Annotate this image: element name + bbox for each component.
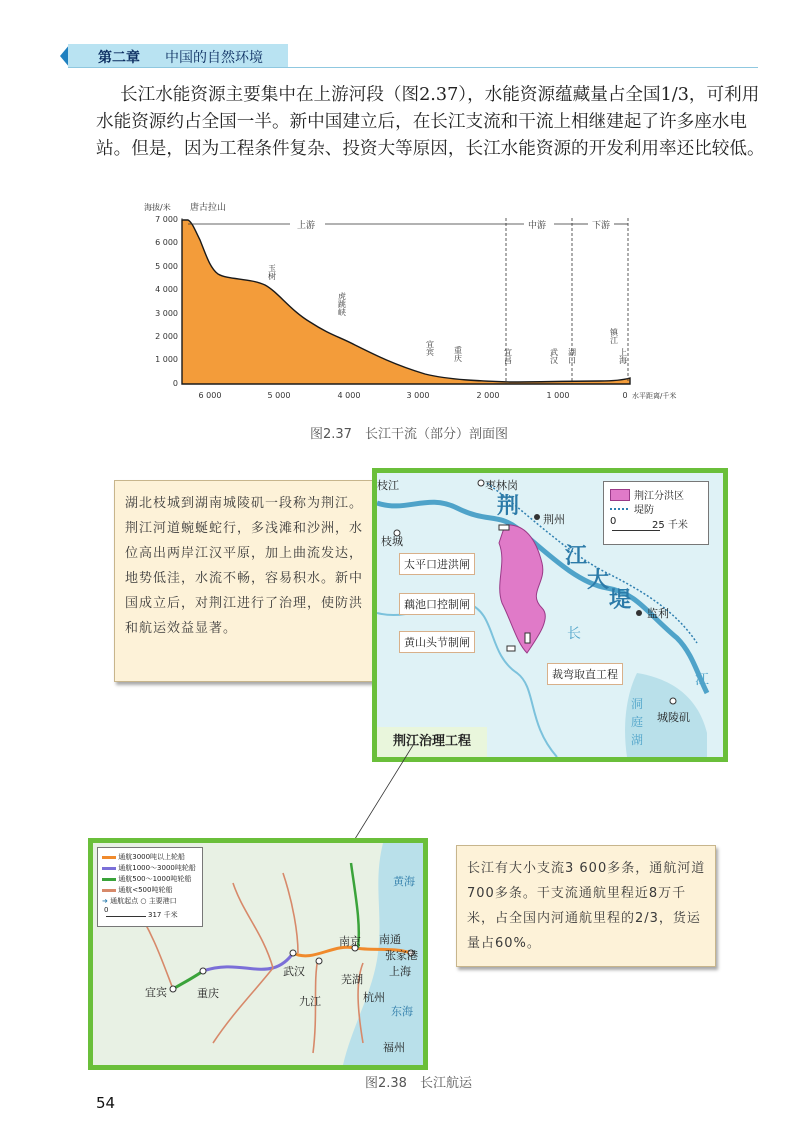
river-char-di: 堤 bbox=[609, 587, 632, 613]
ytick: 5 000 bbox=[155, 262, 178, 271]
taipingkou-gate bbox=[499, 525, 509, 530]
legend-flood-swatch bbox=[610, 489, 630, 501]
start-point-icon: ➜ bbox=[102, 897, 108, 905]
xtick: 2 000 bbox=[476, 391, 500, 400]
legend-label: 通航3000吨以上轮船 bbox=[118, 853, 186, 861]
nav-place-hangzhou: 杭州 bbox=[363, 991, 385, 1004]
legend-scale-bar bbox=[106, 916, 146, 917]
port-jiujiang bbox=[316, 958, 322, 964]
jingjiang-map bbox=[372, 468, 728, 762]
page-number: 54 bbox=[96, 1094, 116, 1112]
legend-port-label: 主要港口 bbox=[148, 897, 177, 905]
tributary bbox=[233, 883, 273, 968]
profile-place-yushu: 玉树 bbox=[267, 264, 277, 280]
nav-place-zhangjiagang: 张家港 bbox=[385, 949, 418, 962]
profile-xlabel: 水平距离/千米 bbox=[632, 392, 677, 400]
section-middle: 中游 bbox=[528, 221, 547, 231]
profile-ylabel: 海拔/米 bbox=[144, 203, 171, 212]
profile-place-hutiao: 虎跳峡 bbox=[337, 292, 347, 316]
section-lower: 下游 bbox=[592, 221, 611, 231]
jingjiang-note-text: 湖北枝城到湖南城陵矶一段称为荆江。荆江河道蜿蜒蛇行，多浅滩和沙洲，水位高出两岸江汉平原，加上曲流发达，地势低洼，水流不畅，容易积水。新中国成立后，对荆江进行了治理，使防洪和航运效益显著。 bbox=[125, 496, 364, 636]
ytick: 6 000 bbox=[155, 238, 178, 247]
nav-place-chongqing: 重庆 bbox=[197, 987, 219, 1000]
side-char: 湖 bbox=[631, 733, 644, 747]
jingjiang-map-title: 荆江治理工程 bbox=[377, 727, 487, 757]
profile-place-yibin: 宜宾 bbox=[425, 340, 435, 356]
xtick: 0 bbox=[622, 391, 628, 400]
ytick: 7 000 bbox=[155, 215, 178, 224]
profile-place-hukou: 湖口 bbox=[567, 348, 577, 364]
figure-2-37-caption: 图2.37 长江干流（部分）剖面图 bbox=[310, 427, 508, 442]
nav-place-nanjing: 南京 bbox=[339, 935, 361, 948]
place-zhicheng: 枝城 bbox=[381, 535, 403, 548]
profile-place-shanghai: 上海 bbox=[618, 348, 628, 364]
jingjiang-legend bbox=[603, 481, 709, 545]
nav-place-yibin: 宜宾 bbox=[145, 986, 167, 999]
profile-place-wuhan: 武汉 bbox=[549, 348, 559, 364]
profile-place-chongqing: 重庆 bbox=[453, 346, 463, 362]
ytick: 0 bbox=[172, 379, 178, 388]
nav-place-wuhu: 芜湖 bbox=[341, 973, 363, 986]
ytick: 4 000 bbox=[155, 285, 178, 294]
legend-row bbox=[102, 863, 196, 873]
profile-place-yichang: 宜昌 bbox=[503, 348, 513, 364]
navigation-note-text: 长江有大小支流3 600多条，通航河道700多条。干支流通航里程近8万千米，占全国内河通航里程的2/3，货运量占60%。 bbox=[467, 861, 706, 951]
legend-row bbox=[102, 885, 172, 895]
side-char: 长 bbox=[567, 626, 581, 642]
zaolinggang-dot bbox=[478, 480, 484, 486]
callout-caiwan: 裁弯取直工程 bbox=[547, 663, 623, 685]
legend-dike-label: 堤防 bbox=[634, 505, 654, 516]
legend-label: 通航1000～3000吨轮船 bbox=[118, 864, 196, 872]
legend-label: 通航500～1000吨轮船 bbox=[118, 875, 192, 883]
nav-place-wuhan: 武汉 bbox=[283, 965, 305, 978]
nav-place-huanghai: 黄海 bbox=[393, 875, 415, 888]
xtick: 6 000 bbox=[198, 391, 222, 400]
legend-row bbox=[102, 896, 177, 906]
jianli-dot bbox=[636, 610, 642, 616]
port-wuhan bbox=[290, 950, 296, 956]
chenglingji-dot bbox=[670, 698, 676, 704]
jingjiang-note-box bbox=[114, 480, 378, 682]
place-chenglingji: 城陵矶 bbox=[657, 711, 690, 724]
navigation-map bbox=[88, 838, 428, 1070]
place-zhijiang: 枝江 bbox=[377, 479, 399, 492]
legend-label: 通航<500吨轮船 bbox=[118, 886, 173, 894]
river-char-jiang: 江 bbox=[565, 543, 588, 569]
legend-scale-zero: 0 bbox=[610, 516, 617, 527]
paragraph-text: 长江水能资源主要集中在上游河段（图2.37），水能资源蕴藏量占全国1/3，可利用水能资源约占全国一半。新中国建立后，在长江支流和干流上相继建起了许多座水电站。但是，因为工程条件复杂、投资大等原因，长江水能资源的开发利用率还比较低。 bbox=[96, 85, 765, 159]
nav-place-jiujiang: 九江 bbox=[299, 995, 321, 1008]
side-char: 洞 bbox=[631, 697, 644, 711]
ytick: 3 000 bbox=[155, 309, 178, 318]
header-divider bbox=[68, 67, 758, 68]
tributary bbox=[283, 873, 298, 953]
legend-start-label: 通航起点 bbox=[110, 897, 139, 905]
main-river-middle bbox=[203, 953, 293, 971]
nav-place-fuzhou: 福州 bbox=[383, 1041, 405, 1054]
legend-row bbox=[102, 874, 191, 884]
ytick: 2 000 bbox=[155, 332, 178, 341]
xtick: 1 000 bbox=[546, 391, 570, 400]
legend-flood-label: 荆江分洪区 bbox=[634, 491, 684, 502]
nav-place-donghai: 东海 bbox=[391, 1005, 413, 1018]
legend-scale-zero: 0 bbox=[104, 906, 109, 914]
callout-ouchikou: 藕池口控制闸 bbox=[399, 593, 475, 615]
huangshantou-gate bbox=[507, 646, 515, 651]
port-yibin bbox=[170, 986, 176, 992]
tributary bbox=[213, 968, 273, 1043]
profile-place-zhenjiang: 镇江 bbox=[609, 328, 619, 344]
profile-area bbox=[182, 220, 630, 384]
xtick: 3 000 bbox=[406, 391, 430, 400]
ytick: 1 000 bbox=[155, 355, 178, 364]
nav-place-shanghai: 上海 bbox=[389, 965, 411, 978]
chapter-title: 中国的自然环境 bbox=[165, 50, 263, 66]
profile-place-tanggula: 唐古拉山 bbox=[190, 203, 227, 213]
yangtze-profile-figure bbox=[140, 200, 700, 410]
port-chongqing bbox=[200, 968, 206, 974]
body-paragraph bbox=[96, 82, 766, 163]
river-char-jing: 荆 bbox=[497, 493, 520, 519]
ouchikou-gate bbox=[525, 633, 530, 643]
chapter-label: 第二章 bbox=[98, 50, 140, 66]
figure-2-38-caption: 图2.38 长江航运 bbox=[365, 1076, 472, 1091]
side-char: 庭 bbox=[631, 715, 644, 729]
place-zaolinggang: 枣林岗 bbox=[485, 479, 518, 492]
port-icon: ○ bbox=[140, 897, 147, 905]
nav-place-nantong: 南通 bbox=[379, 933, 401, 946]
navigation-note-box bbox=[456, 845, 716, 967]
callout-taipingkou: 太平口进洪闸 bbox=[399, 553, 475, 575]
legend-row bbox=[102, 852, 185, 862]
legend-dike-line bbox=[610, 508, 628, 510]
legend-scale-label: 25 千米 bbox=[652, 520, 688, 531]
side-char: 江 bbox=[695, 672, 709, 688]
xtick: 5 000 bbox=[267, 391, 291, 400]
river-char-da: 大 bbox=[587, 567, 610, 593]
legend-scale-label: 317 千米 bbox=[148, 911, 178, 919]
xtick: 4 000 bbox=[337, 391, 361, 400]
place-jianli: 监利 bbox=[647, 607, 669, 620]
place-jingzhou: 荆州 bbox=[543, 513, 565, 526]
section-upper: 上游 bbox=[297, 221, 316, 231]
callout-huangshantou: 黄山头节制闸 bbox=[399, 631, 475, 653]
navigation-legend bbox=[97, 847, 203, 927]
jingzhou-dot bbox=[534, 514, 540, 520]
